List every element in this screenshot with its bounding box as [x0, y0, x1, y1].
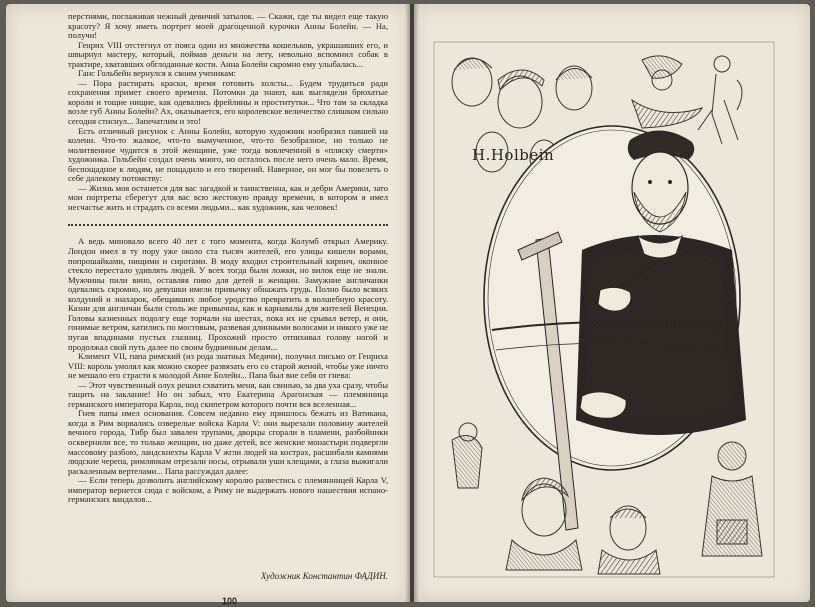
- paragraph: А ведь миновало всего 40 лет с того момента, когда Колумб открыл Америку. Лондон имел в ту пору уже около ста тысяч жителей, его улицы кишели ворами, попрошайками, нищими и сиротами. В моду входил строительный кирпич, оконное стекло перестало удивлять людей. У всех тогда были ложки, но вилок еще не знали. Мужчины пили вино, оставляя пиво для детей и женщин. Замужние англичанки одевались скромно, но девушки имели привычку обнажать грудь. Полно было всяких колдуний и знахарок, обещавших любое уродство превратить в волшебную красоту. Казни для англичан были столь же привычны, как и карнавалы для жителей Венеции. Головы казненных подолгу еще торчали на шестах, пока их не срывал ветер, и они, гонимые ветром, катились по мостовым, развевая длинными волосами и никого уже не пугая впадинами пустых глазниц. Прохожий просто отпихивал голову ногой и продолжал свой путь далее по своим будничным делам...: [68, 236, 388, 352]
- page-number: 100: [222, 596, 238, 606]
- text-block-before: [68, 12, 388, 212]
- book-gutter: [405, 4, 419, 602]
- sketch-figures-topright: [632, 56, 742, 144]
- paragraph: перстнями, поглаживая нежный девичий затылок. — Скажи, где ты видел еще такую красоту? Я хочу иметь портрет моей драгоценной курочки Анны Болейн. — На, получи!: [68, 11, 388, 41]
- section-divider: [68, 222, 388, 226]
- paragraph: Климент VII, папа римский (из рода знатных Медичи), получил письмо от Генриха VIII: король умолял как можно скорее развязать его со старой женой, чтобы уже ничто не мешало его страсти к молодой Анне Болейн... Папа был вне себя от гнева:: [68, 351, 388, 381]
- paragraph: Ганс Гольбейн вернулся к своим ученикам:: [78, 68, 236, 79]
- holbein-illustration: [432, 40, 777, 580]
- paragraph: — Жизнь моя останется для вас загадкой и таинственна, как и дебри Америки, зато мои портреты сберегут для вас всю жестокую правду времени, в котором я имел несчастье жить и страдать со всеми людьми... как художник, как человек!: [68, 182, 388, 212]
- article-text: [68, 12, 388, 505]
- paragraph: — Этот чувственный олух решил схватить меня, как свинью, за два уха сразу, чтобы тащить на заклание! Но он забыл, что Екатерина Арагонская — племянница германского императора Карла, под скипетром которого почти вся вселенная...: [68, 379, 388, 409]
- paragraph: Гнев папы имел основания. Совсем недавно ему пришлось бежать из Ватикана, когда в Рим ворвались озверелые войска Карла V: они вырезали половину жителей вечного города, Тибр был завален трупами, дворцы сгорали в пламени, разбойники осквернили все, то только женщин, но даже детей, все женские монастыри подвергли массовому разбою, ландскнехты Карла V жгли людей на кострах, расшибали камнями людские черепа, римлянкам отрезали носы, отрывали уши клещами, а глаза выжигали раскаленным вертелами... Папа рассуждал далее:: [68, 408, 388, 476]
- paragraph: Генрих VIII отстегнул от пояса один из множества кошельков, украшавших его, и швырнул мастеру, который, поймав деньги на лету, невольно вспомнил собак в трактире, хватавших обглоданные кости. Анна Болейн скромно ему улыбалась...: [68, 39, 388, 69]
- paragraph: — Пора растирать краски, время готовить холсты... Будем трудиться ради сохранения примет своего времени. Потомки да знают, как выглядели брюхатые короли и тощие нищие, как одевались фрейлины и проститутки... Что там за складка возле губ Анны Болейн? Ах, оказывается, его королевское величество слишком сильно сегодня стиснул... Запечатлим и это!: [68, 77, 388, 127]
- paragraph: Есть отличный рисунок с Анны Болейн, которую художник изобразил павшей на колени. Что-то жалкое, что-то вымученное, что-то безобразное, но только не молитвенное чудится в этой женщине, уже тогда вовлеченной в «пляску смерти» художника. Гольбейн создал очень много, но осталось после него очень мало. Время, беспощадное к людям, не пощадило и его творений. Наверное, он мог бы повелеть о себе далекому потомству:: [68, 125, 388, 184]
- illustration-signature: H.Holbein: [472, 146, 555, 164]
- artist-credit: Художник Константин ФАДИН.: [260, 571, 388, 581]
- text-block-after: [68, 237, 388, 504]
- paragraph: — Если теперь дозволить английскому королю развестись с племянницей Карла V, император вернется сюда с войском, а Риму не выдержать нового нашествия испано-германских вандалов...: [68, 475, 388, 505]
